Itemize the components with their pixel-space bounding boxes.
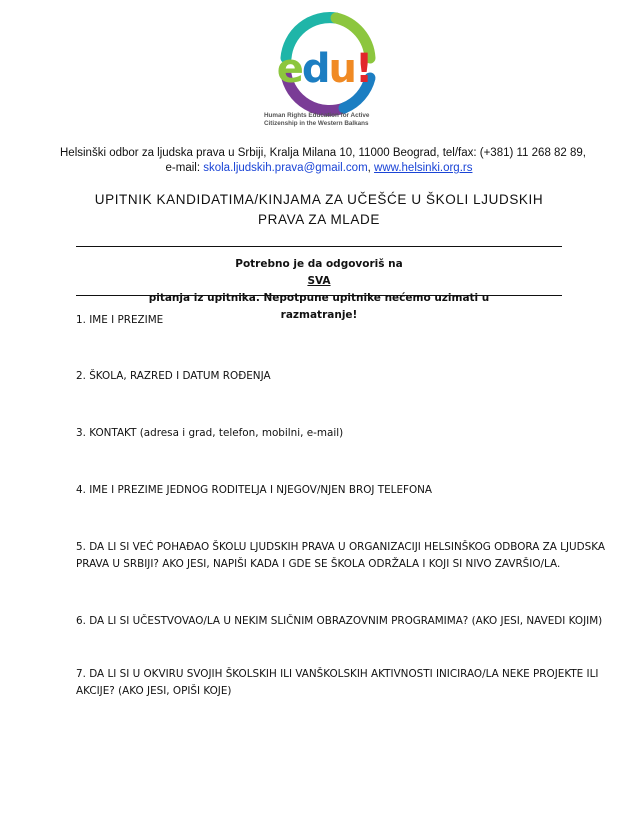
question-text: 4. IME I PREZIME JEDNOG RODITELJA I NJEGOV/NJEN BROJ TELEFONA — [76, 484, 433, 496]
question-text: 1. IME I PREZIME — [76, 314, 164, 326]
notice-line — [90, 256, 548, 307]
question-text: PRAVA U SRBIJI? AKO JESI, NAPIŠI KADA I GDE SE ŠKOLA ODRŽALA I KOJI SI NIVO ZAVRŠIO/LA. — [76, 558, 561, 570]
title-line: PRAVA ZA MLADE — [258, 212, 380, 227]
question-6 — [76, 613, 603, 630]
question-2 — [76, 368, 576, 385]
question-1 — [76, 312, 576, 329]
question-7 — [76, 666, 599, 700]
logo-text: edu! — [276, 46, 372, 92]
question-4 — [76, 482, 576, 499]
top-divider — [76, 246, 562, 247]
notice-text: Potrebno je da odgovoriš na — [235, 258, 403, 270]
notice-text: pitanja iz upitnika. Nepotpune upitnike nećemo uzimati u — [148, 292, 490, 304]
email-link[interactable]: skola.ljudskih.prava@gmail.com — [203, 162, 368, 174]
question-text: 6. DA LI SI UČESTVOVAO/LA U NEKIM SLIČNIM OBRAZOVNIM PROGRAMIMA? (AKO JESI, NAVEDI KOJIM) — [76, 615, 603, 627]
notice-line: razmatranje! — [280, 309, 358, 321]
bottom-divider — [76, 295, 562, 296]
question-5 — [76, 539, 605, 573]
org-address-line: Helsinški odbor za ljudska prava u Srbiji, Kralja Milana 10, 11000 Beograd, tel/fax: (+381) 11 268 82 89, — [60, 147, 587, 159]
question-text: 7. DA LI SI U OKVIRU SVOJIH ŠKOLSKIH ILI VANŠKOLSKIH AKTIVNOSTI INICIRAO/LA NEKE PROJEKTE ILI — [76, 668, 599, 680]
link-separator: , — [367, 162, 375, 174]
question-text: AKCIJE? (AKO JESI, OPIŠI KOJE) — [76, 685, 232, 697]
question-text: 5. DA LI SI VEĆ POHAĐAO ŠKOLU LJUDSKIH PRAVA U ORGANIZACIJI HELSINŠKOG ODBORA ZA LJUDSKA — [76, 541, 605, 553]
question-text: 2. ŠKOLA, RAZRED I DATUM ROĐENJA — [76, 370, 271, 382]
email-label: e-mail: — [165, 162, 204, 174]
page-title — [60, 190, 578, 230]
logo-subtitle — [264, 112, 374, 127]
org-contact-line — [60, 161, 578, 176]
logo-subtitle-line: Human Rights Education for Active — [264, 112, 370, 119]
organization-contact — [60, 146, 587, 176]
website-link[interactable]: www.helsinki.org.rs — [374, 162, 473, 174]
title-line: UPITNIK KANDIDATIMA/KINJAMA ZA UČEŠĆE U ŠKOLI LJUDSKIH — [94, 192, 544, 207]
notice-emphasis: SVA — [307, 275, 331, 287]
question-text: 3. KONTAKT (adresa i grad, telefon, mobilni, e-mail) — [76, 427, 344, 439]
logo-subtitle-line: Citizenship in the Western Balkans — [264, 119, 369, 127]
question-3 — [76, 425, 576, 442]
